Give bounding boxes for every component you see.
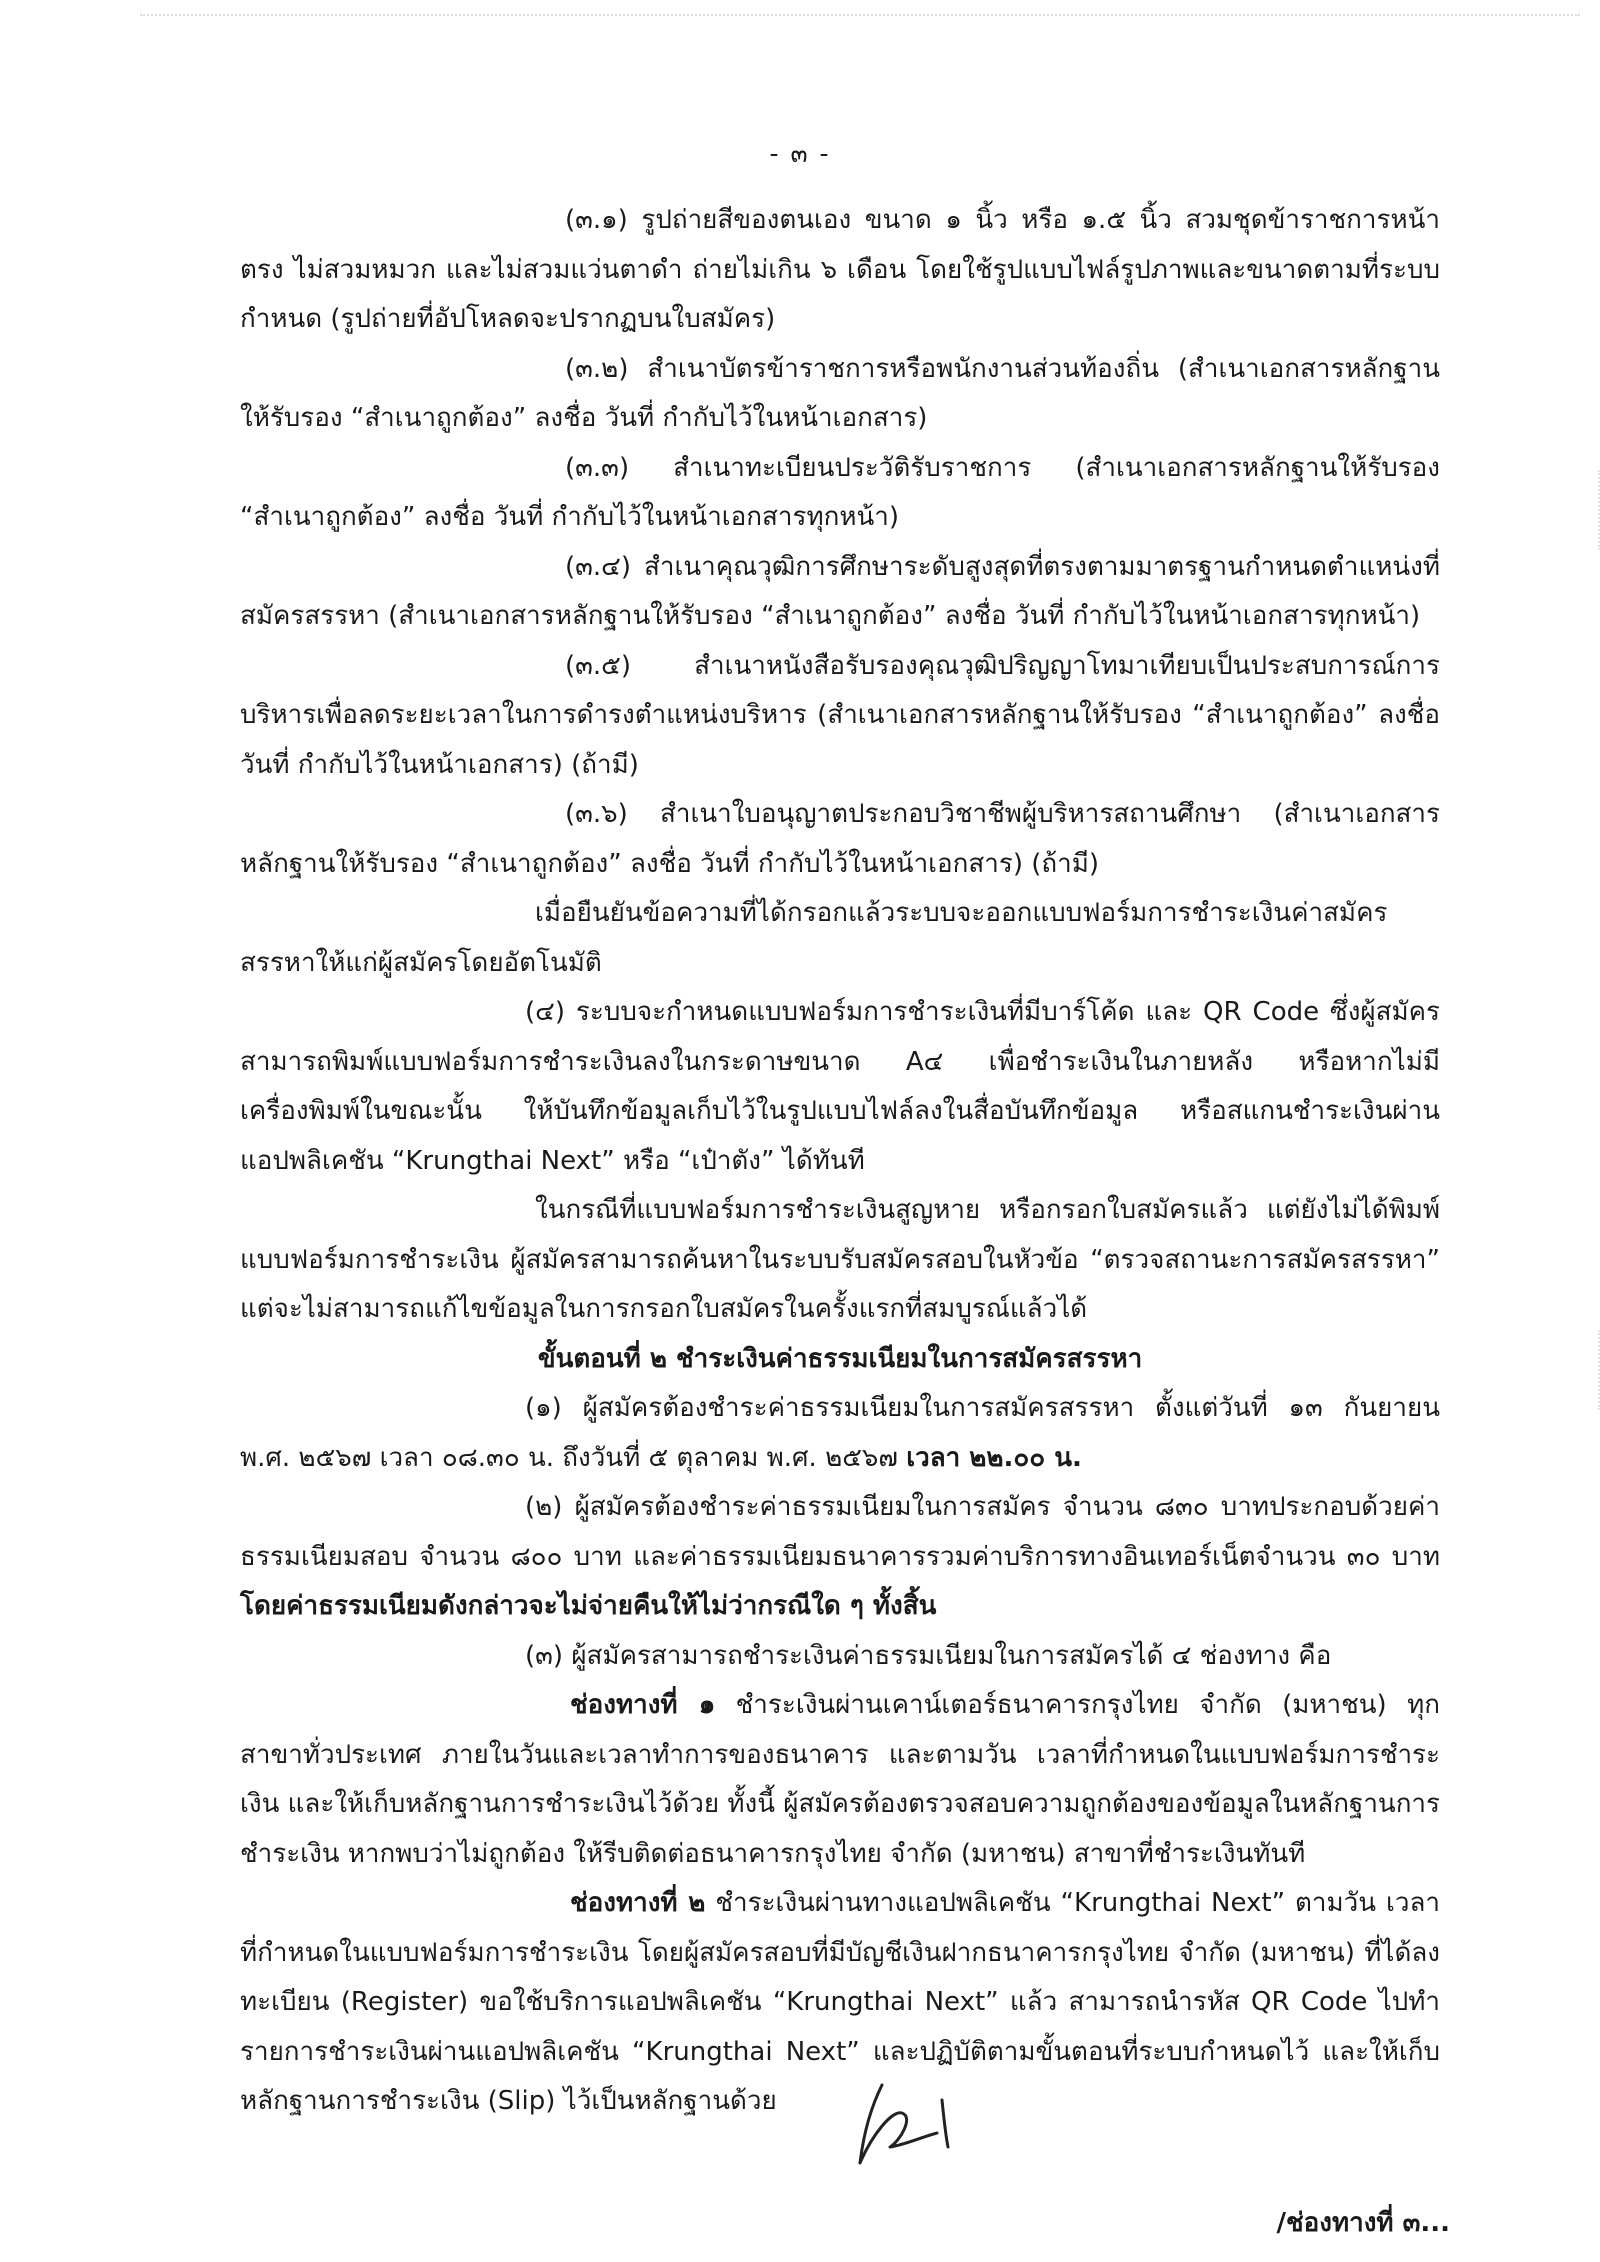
- paragraph-3-3: (๓.๓) สำเนาทะเบียนประวัติรับราชการ (สำเนาเอกสารหลักฐานให้รับรอง “สำเนาถูกต้อง” ลงชื่อ วันที่ กำกับไว้ในหน้าเอกสารทุกหน้า): [240, 452, 1440, 532]
- channel-1: [240, 1681, 1440, 1879]
- paragraph-3-5: (๓.๕) สำเนาหนังสือรับรองคุณวุฒิปริญญาโทมาเทียบเป็นประสบการณ์การบริหารเพื่อลดระยะเวลาในการดำรงตำแหน่งบริหาร (สำเนาเอกสารหลักฐานให้รับรอง “สำเนาถูกต้อง” ลงชื่อ วันที่ กำกับไว้ในหน้าเอกสาร) (ถ้ามี): [240, 650, 1440, 780]
- document-body: [240, 196, 1440, 2127]
- step-2-heading: ขั้นตอนที่ ๒ ชำระเงินค่าธรรมเนียมในการสมัครสรรหา: [537, 1343, 1143, 1374]
- paragraph-3-1: (๓.๑) รูปถ่ายสีของตนเอง ขนาด ๑ นิ้ว หรือ ๑.๕ นิ้ว สวมชุดข้าราชการหน้าตรง ไม่สวมหมวก และไม่สวมแว่นตาดำ ถ่ายไม่เกิน ๖ เดือน โดยใช้รูปแบบไฟล์รูปภาพและขนาดตามที่ระบบกำหนด (รูปถ่ายที่อัปโหลดจะปรากฏบนใบสมัคร): [240, 205, 1440, 334]
- scan-edge-mark: [1592, 1330, 1600, 1410]
- channel-2-label: ช่องทางที่ ๒: [570, 1888, 706, 1918]
- paragraph-4: (๔) ระบบจะกำหนดแบบฟอร์มการชำระเงินที่มีบาร์โค้ด และ QR Code ซึ่งผู้สมัครสามารถพิมพ์แบบฟอร์มการชำระเงินลงในกระดาษขนาด A๔ เพื่อชำระเงินในภายหลัง หรือหากไม่มีเครื่องพิมพ์ในขณะนั้น ให้บันทึกข้อมูลเก็บไว้ในรูปแบบไฟล์ลงในสื่อบันทึกข้อมูล หรือสแกนชำระเงินผ่านแอปพลิเคชัน “Krungthai Next” หรือ “เป๋าตัง” ได้ทันที: [240, 997, 1440, 1176]
- channel-2: [240, 1879, 1440, 2127]
- paragraph-3-6: (๓.๖) สำเนาใบอนุญาตประกอบวิชาชีพผู้บริหารสถานศึกษา (สำเนาเอกสารหลักฐานให้รับรอง “สำเนาถูกต้อง” ลงชื่อ วันที่ กำกับไว้ในหน้าเอกสาร) (ถ้ามี): [240, 799, 1440, 879]
- fee-item-2-no-refund: โดยค่าธรรมเนียมดังกล่าวจะไม่จ่ายคืนให้ไม่ว่ากรณีใด ๆ ทั้งสิ้น: [240, 1591, 937, 1621]
- signature-icon: [842, 2075, 992, 2170]
- paragraph-3-2: (๓.๒) สำเนาบัตรข้าราชการหรือพนักงานส่วนท้องถิ่น (สำเนาเอกสารหลักฐานให้รับรอง “สำเนาถูกต้อง” ลงชื่อ วันที่ กำกับไว้ในหน้าเอกสาร): [240, 353, 1440, 433]
- paragraph-confirm: เมื่อยืนยันข้อความที่ได้กรอกแล้วระบบจะออกแบบฟอร์มการชำระเงินค่าสมัครสรรหาให้แก่ผู้สมัครโดยอัตโนมัติ: [240, 898, 1388, 978]
- fee-item-1: [240, 1384, 1440, 1483]
- fee-item-2-text: (๒) ผู้สมัครต้องชำระค่าธรรมเนียมในการสมัคร จำนวน ๘๓๐ บาทประกอบด้วยค่าธรรมเนียมสอบ จำนวน ๘๐๐ บาท และค่าธรรมเนียมธนาคารรวมค่าบริการทางอินเทอร์เน็ตจำนวน ๓๐ บาท: [240, 1492, 1440, 1572]
- channel-1-label: ช่องทางที่ ๑: [570, 1690, 716, 1720]
- page-number: - ๓ -: [769, 139, 831, 168]
- paragraph-3-4: (๓.๔) สำเนาคุณวุฒิการศึกษาระดับสูงสุดที่ตรงตามมาตรฐานกำหนดตำแหน่งที่สมัครสรรหา (สำเนาเอกสารหลักฐานให้รับรอง “สำเนาถูกต้อง” ลงชื่อ วันที่ กำกับไว้ในหน้าเอกสารทุกหน้า): [240, 551, 1440, 631]
- channel-1-text: ชำระเงินผ่านเคาน์เตอร์ธนาคารกรุงไทย จำกัด (มหาชน) ทุกสาขาทั่วประเทศ ภายในวันและเวลาทำการของธนาคาร และตามวัน เวลาที่กำหนดในแบบฟอร์มการชำระเงิน และให้เก็บหลักฐานการชำระเงินไว้ด้วย ทั้งนี้ ผู้สมัครต้องตรวจสอบความถูกต้องของข้อมูลในหลักฐานการชำระเงิน หากพบว่าไม่ถูกต้อง ให้รีบติดต่อธนาคารกรุงไทย จำกัด (มหาชน) สาขาที่ชำระเงินทันที: [240, 1690, 1440, 1869]
- fee-item-1-text: (๑) ผู้สมัครต้องชำระค่าธรรมเนียมในการสมัครสรรหา ตั้งแต่วันที่ ๑๓ กันยายน พ.ศ. ๒๕๖๗ เวลา ๐๘.๓๐ น. ถึงวันที่ ๕ ตุลาคม พ.ศ. ๒๕๖๗: [240, 1393, 1440, 1473]
- fee-item-2: [240, 1483, 1440, 1632]
- channel-2-text: ชำระเงินผ่านทางแอปพลิเคชัน “Krungthai Next” ตามวัน เวลาที่กำหนดในแบบฟอร์มการชำระเงิน โดยผู้สมัครสอบที่มีบัญชีเงินฝากธนาคารกรุงไทย จำกัด (มหาชน) ที่ได้ลงทะเบียน (Register) ขอใช้บริการแอปพลิเคชัน “Krungthai Next” แล้ว สามารถนำรหัส QR Code ไปทำรายการชำระเงินผ่านแอปพลิเคชัน “Krungthai Next” และปฏิบัติตามขั้นตอนที่ระบบกำหนดไว้ และให้เก็บหลักฐานการชำระเงิน (Slip) ไว้เป็นหลักฐานด้วย: [240, 1888, 1440, 2116]
- paragraph-lost-form: ในกรณีที่แบบฟอร์มการชำระเงินสูญหาย หรือกรอกใบสมัครแล้ว แต่ยังไม่ได้พิมพ์แบบฟอร์มการชำระเงิน ผู้สมัครสามารถค้นหาในระบบรับสมัครสอบในหัวข้อ “ตรวจสถานะการสมัครสรรหา” แต่จะไม่สามารถแก้ไขข้อมูลในการกรอกใบสมัครในครั้งแรกที่สมบูรณ์แล้วได้: [240, 1195, 1440, 1324]
- scan-edge-mark: [1592, 470, 1600, 550]
- fee-item-3: (๓) ผู้สมัครสามารถชำระเงินค่าธรรมเนียมในการสมัครได้ ๔ ช่องทาง คือ: [525, 1640, 1332, 1671]
- continuation-marker: /ช่องทางที่ ๓...: [1276, 2208, 1450, 2238]
- fee-item-1-deadline: เวลา ๒๒.๐๐ น.: [906, 1442, 1082, 1473]
- scan-top-border: [140, 14, 1580, 18]
